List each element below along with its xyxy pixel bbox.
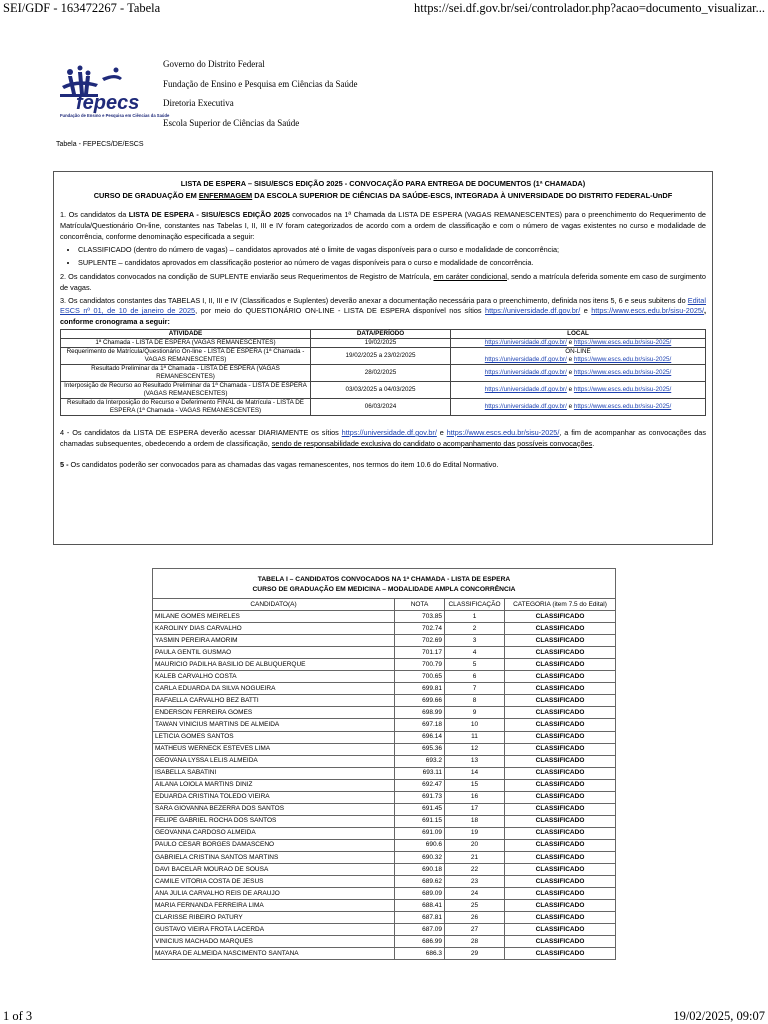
text: e [436,427,447,437]
notice-item-3 [60,296,706,328]
schedule-row [61,338,706,347]
org-line-directorate: Diretoria Executiva [163,98,234,108]
table-row [153,743,616,755]
fepecs-logo-graphic [58,64,170,124]
candidate-rank: 28 [445,936,505,948]
schedule-local [451,347,706,364]
text: Os candidatos poderão ser convocados para as chamadas das vagas remanescentes, nos termos do item 10.6 do Edital Normativo. [68,459,499,469]
candidate-category: CLASSIFICADO [505,827,616,839]
table-row [153,839,616,851]
header-nota: NOTA [395,599,445,611]
candidate-category: CLASSIFICADO [505,683,616,695]
candidate-rank: 25 [445,900,505,912]
candidate-name: YASMIN PEREIRA AMORIM [153,635,395,647]
table-row [153,864,616,876]
org-line-school: Escola Superior de Ciências da Saúde [163,117,300,128]
candidate-name: CARLA EDUARDA DA SILVA NOGUEIRA [153,683,395,695]
category-suplente: • SUPLENTE – candidatos aprovados em classificação posterior ao número de vagas disponíveis para o curso e modalidade de concorrência. [78,258,706,269]
candidate-score: 690.32 [395,851,445,863]
candidate-rank: 11 [445,731,505,743]
candidate-score: 692.47 [395,779,445,791]
text: e [566,385,574,393]
candidate-category: CLASSIFICADO [505,888,616,900]
candidate-name: KAROLINY DIAS CARVALHO [153,623,395,635]
candidate-score: 701.17 [395,647,445,659]
candidate-name: LETICIA GOMES SANTOS [153,731,395,743]
schedule-date: 19/02/2025 a 23/02/2025 [311,347,451,364]
candidate-name: MAURICIO PADILHA BASILIO DE ALBUQUERQUE [153,659,395,671]
candidate-rank: 23 [445,876,505,888]
candidate-score: 700.65 [395,671,445,683]
candidate-rank: 5 [445,659,505,671]
print-footer-page: 1 of 3 [3,1009,33,1023]
text: , por meio do QUESTIONÁRIO ON-LINE - LISTA DE ESPERA disponível nos sítios [195,306,486,316]
candidate-score: 689.62 [395,876,445,888]
candidate-score: 689.09 [395,888,445,900]
notice-box [53,171,713,545]
candidates-table-container [152,568,616,960]
candidate-name: GUSTAVO VIEIRA FROTA LACERDA [153,924,395,936]
candidate-score: 696.14 [395,731,445,743]
escs-sisu-link[interactable]: https://www.escs.edu.br/sisu-2025/ [573,402,672,410]
candidate-rank: 6 [445,671,505,683]
table-row [153,623,616,635]
schedule-header-local: LOCAL [451,329,706,338]
text: . [592,438,595,448]
schedule-activity: Resultado Preliminar da 1ª Chamada - LISTA DE ESPERA (VAGAS REMANESCENTES) [61,364,311,381]
candidate-category: CLASSIFICADO [505,743,616,755]
notice-item-5 [60,460,706,471]
print-header-title: SEI/GDF - 163472267 - Tabela [3,1,161,15]
candidate-category: CLASSIFICADO [505,839,616,851]
candidate-rank: 7 [445,683,505,695]
notice-subtitle-part: CURSO DE GRADUAÇÃO EM [93,190,199,200]
candidate-name: EDUARDA CRISTINA TOLEDO VIEIRA [153,791,395,803]
candidate-score: 702.69 [395,635,445,647]
candidate-category: CLASSIFICADO [505,707,616,719]
candidate-rank: 22 [445,864,505,876]
table-row [153,779,616,791]
universidade-link[interactable]: https://universidade.df.gov.br/ [484,385,567,393]
candidate-rank: 19 [445,827,505,839]
table-row [153,767,616,779]
candidate-name: TAWAN VINICIUS MARTINS DE ALMEIDA [153,719,395,731]
schedule-local [451,398,706,415]
candidate-name: GABRIELA CRISTINA SANTOS MARTINS [153,851,395,863]
organization-lines [163,55,357,133]
candidate-score: 691.45 [395,803,445,815]
text: , sendo a matrícula deferida somente em caso de surgimento de vagas. [60,271,706,292]
table-row [153,683,616,695]
schedule-activity: Requerimento de Matrícula/Questionário On-line - LISTA DE ESPERA (1ª Chamada - VAGAS REMANESCENTES) [61,347,311,364]
schedule-local [451,364,706,381]
candidate-name: ISABELLA SABATINI [153,767,395,779]
escs-sisu-link[interactable]: https://www.escs.edu.br/sisu-2025/ [591,306,704,316]
candidate-rank: 2 [445,623,505,635]
candidate-score: 698.99 [395,707,445,719]
candidate-category: CLASSIFICADO [505,671,616,683]
table-row [153,803,616,815]
candidate-category: CLASSIFICADO [505,695,616,707]
candidate-category: CLASSIFICADO [505,876,616,888]
logo-tagline: Fundação de Ensino e Pesquisa em Ciências da Saúde [60,113,170,118]
candidate-rank: 12 [445,743,505,755]
text-bold: 5 - [60,459,69,469]
schedule-header-date: DATA/PERÍODO [311,329,451,338]
text: 2. Os candidatos convocados na condição de SUPLENTE enviarão seus Requerimentos de Registro de Matrícula, [60,271,434,281]
table-row [153,671,616,683]
text-underlined: sendo de responsabilidade exclusiva do candidato o acompanhamento das possíveis convocações [271,438,593,448]
print-header-url: https://sei.df.gov.br/sei/controlador.php?acao=documento_visualizar... [414,1,765,15]
table-row [153,707,616,719]
notice-subtitle-part: DA ESCOLA SUPERIOR DE CIÊNCIAS DA SAÚDE-ESCS, INTEGRADA À UNIVERSIDADE DO DISTRITO FEDERAL-UnDF [252,190,673,200]
notice-title: LISTA DE ESPERA – SISU/ESCS EDIÇÃO 2025 - CONVOCAÇÃO PARA ENTREGA DE DOCUMENTOS (1ª CHAMADA) [180,179,586,188]
schedule-online: ON-LINE [565,347,591,355]
candidate-name: AILANA LOIOLA MARTINS DINIZ [153,779,395,791]
candidate-score: 700.79 [395,659,445,671]
candidate-score: 691.15 [395,815,445,827]
candidate-score: 690.6 [395,839,445,851]
candidate-name: PAULA GENTIL GUSMAO [153,647,395,659]
candidates-table-subtitle: CURSO DE GRADUAÇÃO EM MEDICINA – MODALIDADE AMPLA CONCORRÊNCIA [252,586,516,593]
candidate-category: CLASSIFICADO [505,948,616,960]
table-row [153,851,616,863]
schedule-date: 06/03/2024 [311,398,451,415]
header-candidato: CANDIDATO(A) [153,599,395,611]
universidade-link[interactable]: https://universidade.df.gov.br/ [484,368,567,376]
candidate-score: 686.99 [395,936,445,948]
candidate-rank: 21 [445,851,505,863]
escs-sisu-link[interactable]: https://www.escs.edu.br/sisu-2025/ [573,338,672,346]
candidates-table-title: TABELA I – CANDIDATOS CONVOCADOS NA 1ª CHAMADA - LISTA DE ESPERA [257,576,511,583]
candidates-body [153,611,616,960]
candidate-category: CLASSIFICADO [505,912,616,924]
candidate-category: CLASSIFICADO [505,815,616,827]
candidate-name: MILANE GOMES MEIRELES [153,611,395,623]
table-row [153,827,616,839]
text-bold: , conforme cronograma a seguir: [60,306,706,327]
text: e [566,338,574,346]
universidade-link[interactable]: https://universidade.df.gov.br/ [484,338,567,346]
table-row [153,659,616,671]
text: e [566,402,574,410]
print-footer-datetime: 19/02/2025, 09:07 [673,1009,765,1023]
notice-item-2 [60,272,706,294]
candidate-rank: 4 [445,647,505,659]
candidate-category: CLASSIFICADO [505,936,616,948]
text-bold: LISTA DE ESPERA - SISU/ESCS EDIÇÃO 2025 [128,210,290,219]
candidate-category: CLASSIFICADO [505,623,616,635]
candidate-name: GEOVANA LYSSA LELIS ALMEIDA [153,755,395,767]
candidate-category: CLASSIFICADO [505,864,616,876]
text: e [566,368,574,376]
schedule-row [61,381,706,398]
text: 4 - Os candidatos da LISTA DE ESPERA deverão acessar DIARIAMENTE os sítios [60,427,342,437]
table-row [153,912,616,924]
header-categoria: CATEGORIA (item 7.5 do Edital) [505,599,616,611]
text: , a fim de acompanhar as convocações das chamadas subsequentes, obedecendo a ordem de classificação, [60,427,706,448]
candidate-score: 699.66 [395,695,445,707]
candidate-score: 691.09 [395,827,445,839]
candidate-name: SARA GIOVANNA BEZERRA DOS SANTOS [153,803,395,815]
table-row [153,888,616,900]
table-row [153,719,616,731]
candidate-name: MAYARA DE ALMEIDA NASCIMENTO SANTANA [153,948,395,960]
schedule-date: 19/02/2025 [311,338,451,347]
candidate-score: 693.11 [395,767,445,779]
candidate-rank: 3 [445,635,505,647]
table-row [153,924,616,936]
candidate-name: ENDERSON FERREIRA GOMES [153,707,395,719]
logo-wordmark: fepecs [76,92,140,114]
candidate-category: CLASSIFICADO [505,924,616,936]
table-row [153,611,616,623]
candidate-name: KALEB CARVALHO COSTA [153,671,395,683]
candidate-rank: 17 [445,803,505,815]
table-row [153,755,616,767]
candidate-category: CLASSIFICADO [505,851,616,863]
universidade-link[interactable]: https://universidade.df.gov.br/ [484,402,567,410]
candidate-score: 699.81 [395,683,445,695]
table-row [153,731,616,743]
header-classificacao: CLASSIFICAÇÃO [445,599,505,611]
schedule-activity: 1ª Chamada - LISTA DE ESPERA (VAGAS REMANESCENTES) [61,338,311,347]
candidate-category: CLASSIFICADO [505,647,616,659]
candidate-rank: 10 [445,719,505,731]
candidate-score: 686.3 [395,948,445,960]
candidate-score: 691.73 [395,791,445,803]
escs-sisu-link[interactable]: https://www.escs.edu.br/sisu-2025/ [573,355,672,363]
candidate-rank: 13 [445,755,505,767]
candidate-rank: 18 [445,815,505,827]
text: e [580,306,592,316]
text: 1. Os candidatos da [60,210,129,219]
candidate-score: 697.18 [395,719,445,731]
schedule-row [61,347,706,364]
candidate-name: PAULO CESAR BORGES DAMASCENO [153,839,395,851]
text: e [566,355,574,363]
escs-sisu-link[interactable]: https://www.escs.edu.br/sisu-2025/ [573,368,672,376]
escs-sisu-link[interactable]: https://www.escs.edu.br/sisu-2025/ [446,427,560,437]
candidate-score: 690.18 [395,864,445,876]
document-type-label: Tabela - FEPECS/DE/ESCS [56,141,144,148]
org-line-government: Governo do Distrito Federal [163,59,265,69]
candidate-name: CLARISSE RIBEIRO PATURY [153,912,395,924]
candidate-score: 687.09 [395,924,445,936]
candidate-name: MATHEUS WERNECK ESTEVES LIMA [153,743,395,755]
candidate-name: MARIA FERNANDA FERREIRA LIMA [153,900,395,912]
candidate-name: GEOVANNA CARDOSO ALMEIDA [153,827,395,839]
candidates-header-row [153,599,616,611]
candidate-category: CLASSIFICADO [505,900,616,912]
table-row [153,815,616,827]
category-list [60,245,706,269]
candidate-category: CLASSIFICADO [505,659,616,671]
table-row [153,936,616,948]
candidate-rank: 24 [445,888,505,900]
candidates-table [152,568,616,960]
text-underlined: em caráter condicional [433,271,507,281]
schedule-local [451,381,706,398]
org-line-foundation: Fundação de Ensino e Pesquisa em Ciências da Saúde [163,78,358,89]
notice-item-1 [60,210,706,242]
schedule-local [451,338,706,347]
schedule-activity: Interposição de Recurso ao Resultado Preliminar da 1ª Chamada - LISTA DE ESPERA (VAGAS REMANESCENTES) [61,381,311,398]
notice-item-4 [60,428,706,450]
candidate-score: 693.2 [395,755,445,767]
text: convocados na 1ª Chamada da LISTA DE ESPERA (VAGAS REMANESCENTES) para o preenchimento do Requerimento de Matrícula/Questionário On-line, constantes nas Tabelas I, II, III e IV foram categorizados de acordo com a ordem de classificação e com o número de vagas existentes no curso e modalidade de concorrência, conforme denominação especificada a seguir: [60,210,706,241]
candidate-rank: 26 [445,912,505,924]
candidate-category: CLASSIFICADO [505,779,616,791]
candidate-rank: 20 [445,839,505,851]
candidate-category: CLASSIFICADO [505,731,616,743]
candidate-score: 702.74 [395,623,445,635]
universidade-link[interactable]: https://universidade.df.gov.br/ [341,427,437,437]
candidate-rank: 27 [445,924,505,936]
candidate-rank: 29 [445,948,505,960]
table-row [153,900,616,912]
universidade-link[interactable]: https://universidade.df.gov.br/ [484,355,567,363]
candidate-rank: 1 [445,611,505,623]
table-row [153,948,616,960]
table-row [153,791,616,803]
candidate-score: 703.85 [395,611,445,623]
table-row [153,635,616,647]
fepecs-logo [58,64,170,124]
schedule-date: 28/02/2025 [311,364,451,381]
candidate-score: 688.41 [395,900,445,912]
candidate-rank: 9 [445,707,505,719]
candidates-table-caption [153,569,616,599]
candidate-category: CLASSIFICADO [505,803,616,815]
candidate-name: FELIPE GABRIEL ROCHA DOS SANTOS [153,815,395,827]
candidate-name: ANA JULIA CARVALHO REIS DE ARAUJO [153,888,395,900]
candidate-category: CLASSIFICADO [505,611,616,623]
edital-link[interactable]: Edital ESCS nº 01, de 10 de janeiro de 2025 [60,295,706,316]
table-row [153,876,616,888]
candidate-score: 687.81 [395,912,445,924]
schedule-header-activity: ATIVIDADE [61,329,311,338]
universidade-link[interactable]: https://universidade.df.gov.br/ [485,306,581,316]
candidate-name: RAFAELLA CARVALHO BEZ BATTI [153,695,395,707]
schedule-table [60,329,706,416]
candidate-category: CLASSIFICADO [505,719,616,731]
candidate-name: DAVI BACELAR MOURAO DE SOUSA [153,864,395,876]
candidate-rank: 8 [445,695,505,707]
candidate-rank: 14 [445,767,505,779]
schedule-date: 03/03/2025 a 04/03/2025 [311,381,451,398]
candidate-name: CAMILE VITORIA COSTA DE JESUS [153,876,395,888]
candidate-rank: 16 [445,791,505,803]
candidate-category: CLASSIFICADO [505,791,616,803]
table-row [153,695,616,707]
escs-sisu-link[interactable]: https://www.escs.edu.br/sisu-2025/ [573,385,672,393]
notice-subtitle [60,190,706,202]
candidate-category: CLASSIFICADO [505,755,616,767]
text: 3. Os candidatos constantes das TABELAS I, II, III e IV (Classificados e Suplentes) deverão anexar a documentação necessária para o preenchimento, definida nos itens 5, 6 e seus subitens do [60,295,688,305]
schedule-activity: Resultado da Interposição do Recurso e Deferimento FINAL de Matrícula - LISTA DE ESPERA (1ª Chamada - VAGAS REMANESCENTES) [61,398,311,415]
candidate-rank: 15 [445,779,505,791]
candidate-category: CLASSIFICADO [505,767,616,779]
notice-subtitle-course: ENFERMAGEM [198,190,253,200]
candidate-category: CLASSIFICADO [505,635,616,647]
category-classificado: • CLASSIFICADO (dentro do número de vagas) – candidatos aprovados até o limite de vagas disponíveis para o curso e modalidade de concorrência; [78,245,706,256]
candidate-name: VINICIUS MACHADO MARQUES [153,936,395,948]
schedule-header-row [61,329,706,338]
schedule-row [61,364,706,381]
candidate-score: 695.36 [395,743,445,755]
schedule-row [61,398,706,415]
table-row [153,647,616,659]
